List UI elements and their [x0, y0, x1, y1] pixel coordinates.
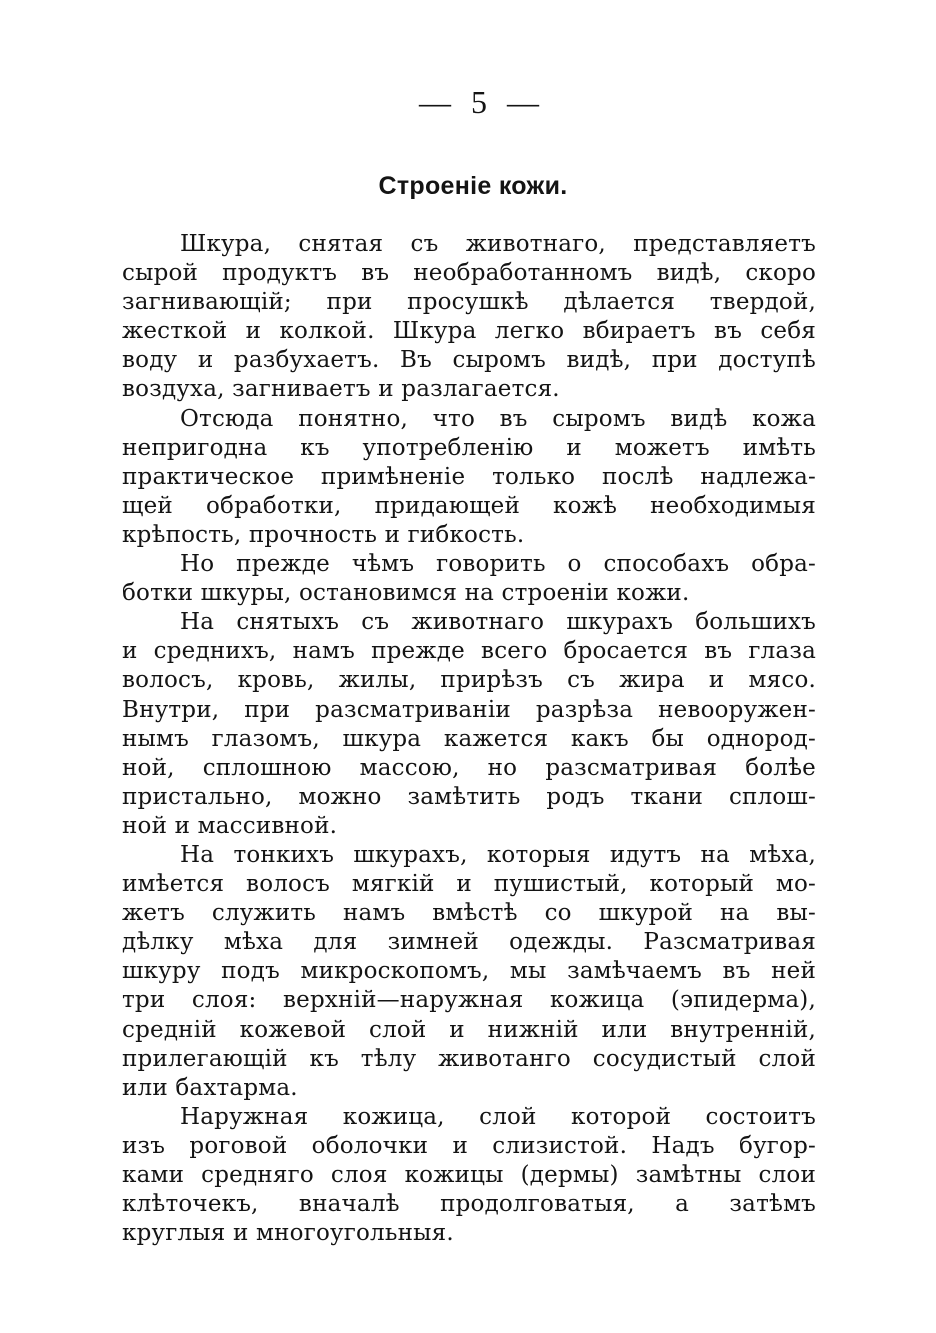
page-number: — 5 —: [419, 84, 545, 120]
text-line: волосъ, кровь, жилы, прирѣзъ съ жира и мясо.: [122, 667, 816, 694]
text-line: ками средняго слоя кожицы (дермы) замѣтны слои: [122, 1162, 816, 1188]
text-line: нымъ глазомъ, шкура кажется какъ бы однород-: [122, 725, 816, 752]
text-line: пристально, можно замѣтить родъ ткани сплош-: [122, 783, 816, 810]
text-line: изъ роговой оболочки и слизистой. Надъ бугор-: [122, 1132, 816, 1159]
text-line: клѣточекъ, вначалѣ продолговатыя, а затѣмъ: [122, 1191, 816, 1218]
text-line: воздуха, загниваетъ и разлагается.: [122, 376, 560, 403]
text-line: дѣлку мѣха для зимней одежды. Разсматривая: [122, 929, 816, 956]
text-line: имѣется волосъ мягкій и пушистый, который мо-: [122, 871, 816, 898]
text-line: шкуру подъ микроскопомъ, мы замѣчаемъ въ ней: [122, 958, 816, 985]
section-heading: Строеніе кожи.: [378, 172, 568, 200]
body-text: [122, 230, 816, 1248]
text-line: ботки шкуры, остановимся на строеніи кожи.: [122, 580, 690, 607]
text-line: и среднихъ, намъ прежде всего бросается въ глаза: [122, 638, 816, 665]
text-line: непригодна къ употребленію и можетъ имѣть: [122, 434, 816, 461]
text-line: щей обработки, придающей кожѣ необходимыя: [122, 492, 816, 519]
text-line: Шкура, снятая съ животнаго, представляетъ: [180, 231, 816, 257]
text-line: прилегающій къ тѣлу животанго сосудистый слой: [122, 1045, 816, 1072]
text-line: воду и разбухаетъ. Въ сыромъ видѣ, при доступѣ: [122, 347, 816, 374]
text-line: жесткой и колкой. Шкура легко вбираетъ въ себя: [122, 318, 816, 345]
text-line: или бахтарма.: [122, 1074, 298, 1101]
text-line: Внутри, при разсматриваніи разрѣза невооружен-: [122, 696, 816, 723]
text-line: крѣпость, прочность и гибкость.: [122, 521, 525, 548]
text-line: ной, сплошною массою, но разсматривая болѣе: [122, 754, 816, 781]
text-line: практическое примѣненіе только послѣ надлежа-: [122, 463, 816, 490]
text-line: средній кожевой слой и нижній или внутренній,: [122, 1016, 816, 1043]
text-line: круглыя и многоугольныя.: [122, 1220, 454, 1247]
text-line: три слоя: верхній—наружная кожица (эпидерма),: [122, 987, 816, 1014]
text-line: сырой продуктъ въ необработанномъ видѣ, скоро: [122, 260, 816, 287]
text-line: Но прежде чѣмъ говорить о способахъ обра-: [180, 551, 816, 578]
text-line: На снятыхъ съ животнаго шкурахъ большихъ: [180, 609, 816, 636]
text-line: ной и массивной.: [122, 812, 338, 839]
text-line: Наружная кожица, слой которой состоитъ: [180, 1103, 816, 1130]
text-line: На тонкихъ шкурахъ, которыя идутъ на мѣха,: [180, 841, 816, 868]
text-line: жетъ служить намъ вмѣстѣ со шкурой на вы-: [122, 900, 816, 927]
text-line: загнивающій; при просушкѣ дѣлается твердой,: [122, 289, 816, 316]
text-line: Отсюда понятно, что въ сыромъ видѣ кожа: [180, 405, 816, 432]
